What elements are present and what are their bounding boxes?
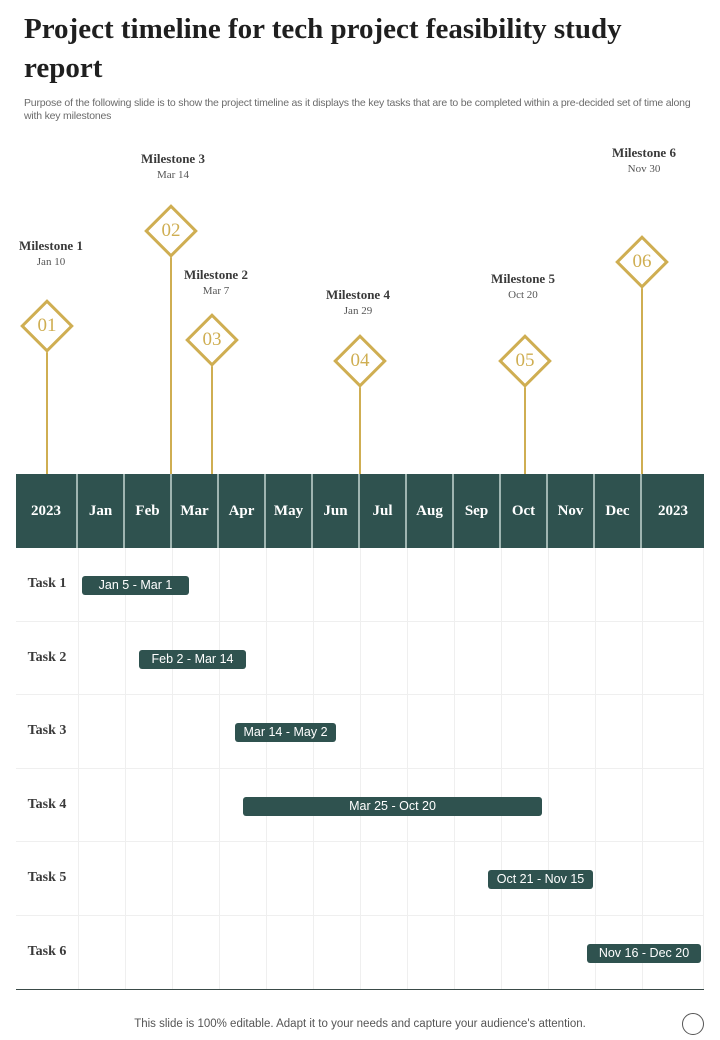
milestone-6-stem [641,288,643,474]
task-bar[interactable]: Jan 5 - Mar 1 [82,576,189,595]
milestone-name: Milestone 1 [19,238,83,253]
milestone-name: Milestone 3 [141,151,205,166]
header-month-aug: Aug [407,474,454,548]
milestone-3-label [161,267,271,299]
milestone-name: Milestone 6 [612,145,676,160]
header-month-apr: Apr [219,474,266,548]
task-bar[interactable]: Oct 21 - Nov 15 [488,870,593,889]
task-row [16,769,704,843]
milestone-name: Milestone 5 [491,271,555,286]
milestone-5-label [468,271,578,303]
task-row [16,842,704,916]
header-month-jun: Jun [313,474,360,548]
task-grid [16,548,704,989]
timeline-header [16,474,704,548]
task-label: Task 1 [27,576,67,591]
milestone-date: Nov 30 [627,163,661,175]
milestone-number: 05 [515,350,535,371]
task-label: Task 2 [27,649,67,665]
task-label: Task 3 [27,723,67,738]
task-row [16,916,704,990]
header-month-may: May [266,474,313,548]
task-row [16,548,704,622]
milestone-number: 06 [632,251,652,272]
milestone-4-label [303,287,413,319]
milestone-date: Jan 29 [343,305,373,317]
header-month-nov: Nov [548,474,595,548]
task-row [16,695,704,769]
header-year-end: 2023 [658,502,688,519]
bottom-divider [16,989,704,990]
milestone-3-stem [211,366,213,474]
milestone-date: Mar 14 [156,169,190,181]
milestone-name: Milestone 2 [184,267,248,282]
task-row [16,622,704,696]
milestone-number: 02 [161,220,181,241]
milestone-5-stem [524,387,526,474]
milestone-number: 03 [202,329,222,350]
header-month-sep: Sep [454,474,501,548]
milestone-2-label [118,151,228,183]
header-month-oct: Oct [501,474,548,548]
task-label: Task 6 [27,943,67,959]
task-bar[interactable]: Feb 2 - Mar 14 [139,650,246,669]
milestone-date: Mar 7 [202,285,230,297]
header-month-jul: Jul [360,474,407,548]
milestone-4-stem [359,387,361,474]
milestone-date: Oct 20 [508,289,538,301]
page-title: Project timeline for tech project feasibility study report [24,13,622,84]
header-year-start: 2023 [16,474,78,548]
milestone-number: 04 [350,350,370,371]
task-bar[interactable]: Mar 14 - May 2 [235,723,336,742]
header-month-mar: Mar [172,474,219,548]
milestone-date: Jan 10 [36,256,66,268]
task-label: Task 4 [27,796,67,812]
header-month-jan: Jan [78,474,125,548]
task-label: Task 5 [27,870,67,885]
milestone-name: Milestone 4 [326,287,390,302]
task-bar[interactable]: Nov 16 - Dec 20 [587,944,701,963]
milestone-1-label [0,238,106,270]
milestone-6-label [589,145,699,177]
task-bar[interactable]: Mar 25 - Oct 20 [243,797,542,816]
page-subtitle: Purpose of the following slide is to show the project timeline as it displays the key tasks that are to be completed within a pre-decided set of time along with key milestones [24,97,691,122]
circle-icon[interactable] [682,1013,704,1035]
header-month-dec: Dec [595,474,642,548]
milestone-1-stem [46,352,48,474]
header-month-feb: Feb [125,474,172,548]
milestone-number: 01 [37,315,57,336]
footer-note: This slide is 100% editable. Adapt it to your needs and capture your audience's attention. [134,1018,586,1030]
